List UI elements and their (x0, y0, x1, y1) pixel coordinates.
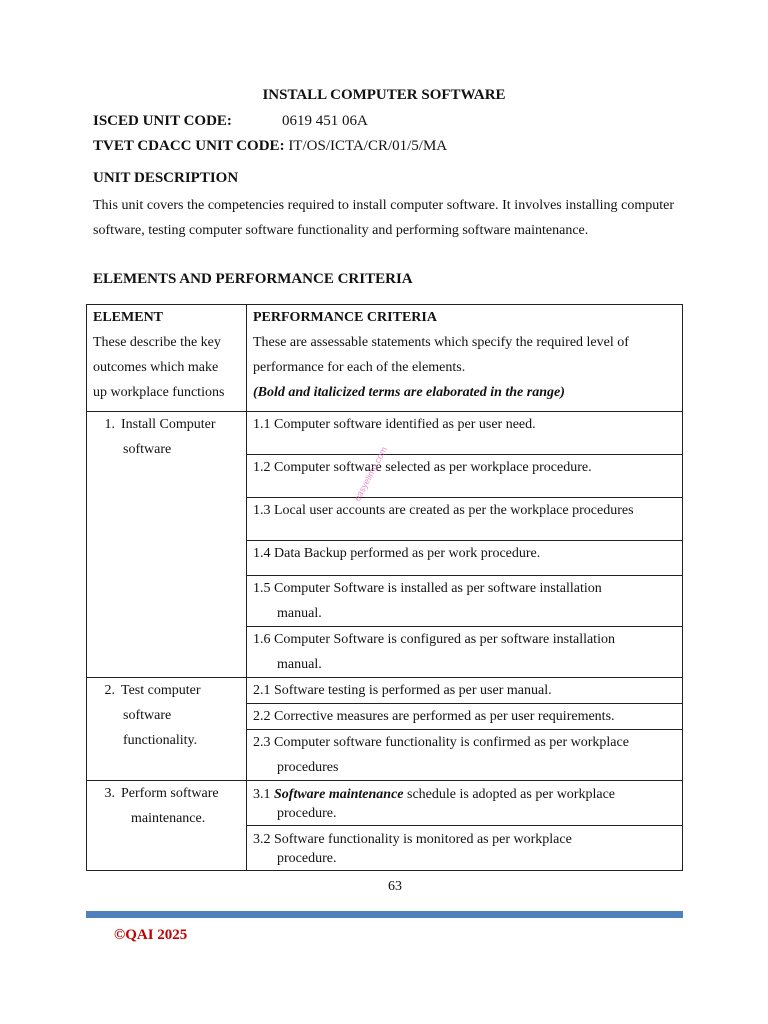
criterion-cell (247, 576, 683, 627)
watermark-text: easyelimu.com (352, 444, 390, 503)
table-row (87, 678, 683, 704)
criterion-text: 1.6 Computer Software is configured as per software installation (253, 632, 615, 647)
criterion-text: 3.2 Software functionality is monitored as per workplace (253, 832, 572, 847)
element-header: ELEMENT (93, 310, 164, 325)
element-cell-1 (87, 412, 247, 678)
elements-heading: ELEMENTS AND PERFORMANCE CRITERIA (93, 271, 413, 287)
criterion-text: 1.1 Computer software identified as per user need. (253, 417, 536, 432)
criterion-cell (247, 498, 683, 541)
element-number: 2. (104, 683, 115, 698)
element-header-cell (87, 305, 247, 412)
footer-copyright: ©QAI 2025 (114, 927, 188, 943)
isced-code-value: 0619 451 06A (282, 113, 368, 129)
criterion-cell (247, 412, 683, 455)
element-desc-line: up workplace functions (93, 385, 225, 400)
criterion-text: 1.2 Computer software selected as per workplace procedure. (253, 460, 592, 475)
element-name-line: Install Computer (121, 417, 216, 432)
element-name-line: software (123, 442, 172, 457)
criteria-header: PERFORMANCE CRITERIA (253, 310, 437, 325)
element-name-line: functionality. (123, 733, 198, 748)
criterion-cell (247, 541, 683, 576)
document-title: INSTALL COMPUTER SOFTWARE (262, 87, 506, 103)
criterion-continuation: manual. (277, 606, 322, 621)
tvet-code-value: IT/OS/ICTA/CR/01/5/MA (288, 138, 448, 154)
table-header-row (87, 305, 683, 412)
criterion-text: 2.2 Corrective measures are performed as per user requirements. (253, 709, 615, 724)
element-name-line: Perform software (121, 786, 219, 801)
criterion-continuation: manual. (277, 657, 322, 672)
criterion-cell (247, 678, 683, 704)
footer-rule (86, 911, 683, 918)
element-name-line: maintenance. (131, 811, 206, 826)
element-number: 1. (104, 417, 115, 432)
criterion-text (253, 785, 676, 804)
element-cell-2 (87, 678, 247, 781)
criterion-rest: schedule is adopted as per workplace (403, 787, 615, 802)
criterion-text: 1.5 Computer Software is installed as per software installation (253, 581, 602, 596)
criterion-text: 1.3 Local user accounts are created as per the workplace procedures (253, 503, 634, 518)
unit-description-heading: UNIT DESCRIPTION (93, 170, 239, 186)
criterion-cell (247, 781, 683, 826)
criterion-cell (247, 627, 683, 678)
criterion-continuation: procedure. (277, 806, 337, 821)
page-number: 63 (388, 879, 402, 894)
criterion-cell (247, 455, 683, 498)
criterion-cell (247, 730, 683, 781)
table-row (87, 781, 683, 826)
criteria-desc-line: performance for each of the elements. (253, 360, 466, 375)
unit-description-text: This unit covers the competencies required to install computer software. It involves installing computer software, testing computer software functionality and performing software maintenance. (93, 198, 674, 238)
criteria-desc-line: These are assessable statements which specify the required level of (253, 335, 629, 350)
tvet-code-row (93, 138, 447, 155)
tvet-code-label: TVET CDACC UNIT CODE: (93, 138, 285, 154)
criteria-header-cell (247, 305, 683, 412)
range-term: Software maintenance (274, 787, 404, 802)
element-desc-line: outcomes which make (93, 360, 219, 375)
criterion-continuation: procedures (277, 760, 339, 775)
criterion-prefix: 3.1 (253, 787, 274, 802)
element-name-line: Test computer (121, 683, 201, 698)
criterion-cell (247, 826, 683, 871)
element-cell-3 (87, 781, 247, 871)
element-name-line: software (123, 708, 172, 723)
criteria-note: (Bold and italicized terms are elaborated in the range) (253, 385, 565, 400)
element-number: 3. (104, 786, 115, 801)
criterion-cell (247, 704, 683, 730)
elements-criteria-table (86, 304, 683, 871)
criterion-text: 1.4 Data Backup performed as per work procedure. (253, 546, 541, 561)
isced-code-row (93, 113, 368, 130)
isced-code-label: ISCED UNIT CODE: (93, 113, 232, 129)
element-desc-line: These describe the key (93, 335, 221, 350)
criterion-text: 2.1 Software testing is performed as per user manual. (253, 683, 552, 698)
criterion-text: 2.3 Computer software functionality is confirmed as per workplace (253, 735, 629, 750)
criterion-continuation: procedure. (277, 851, 337, 866)
